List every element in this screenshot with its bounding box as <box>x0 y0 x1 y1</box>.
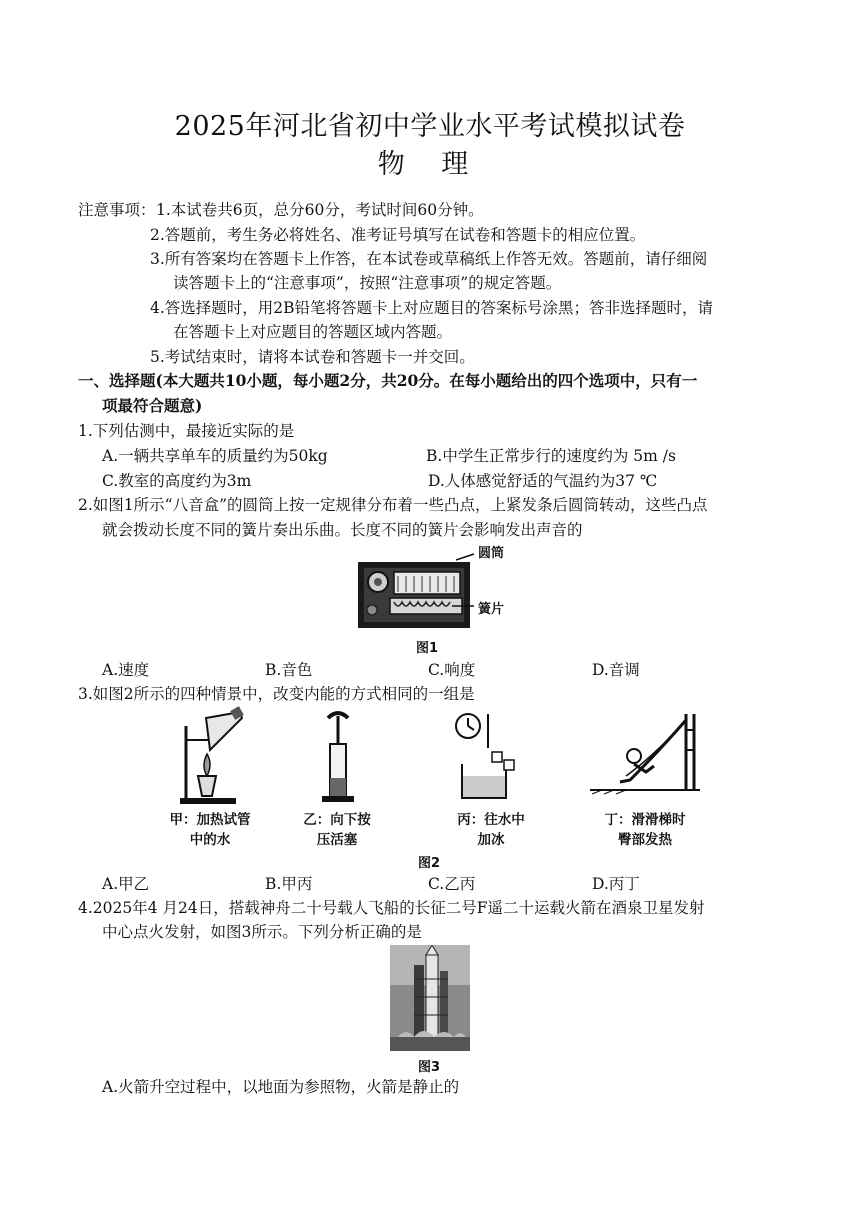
fig3-caption: 图3 <box>418 1060 441 1075</box>
fig2-label-bing-line1: 丙：往水中 <box>457 812 525 828</box>
q3-option-c: C.乙丙 <box>428 875 476 893</box>
fig2-label-ding-line1: 丁：滑滑梯时 <box>604 812 686 828</box>
q1-option-a: A.一辆共享单车的质量约为50kg <box>102 447 328 465</box>
fig1-label-reed: 簧片 <box>478 602 505 617</box>
fig2-label-ding <box>582 810 708 850</box>
q3-stem: 3.如图2所示的四种情景中，改变内能的方式相同的一组是 <box>78 685 475 703</box>
notice-item-3: 3.所有答案均在答题卡上作答，在本试卷或草稿纸上作答无效。答题前，请仔细阅 <box>150 250 708 268</box>
q4-stem-cont: 中心点火发射，如图3所示。下列分析正确的是 <box>102 923 422 941</box>
notice-item-5: 5.考试结束时，请将本试卷和答题卡一并交回。 <box>150 348 475 366</box>
q2-option-c: C.响度 <box>428 661 476 679</box>
fig1-caption: 图1 <box>416 641 439 656</box>
fig2-label-ding-line2: 臀部发热 <box>618 832 672 848</box>
fig2-label-yi-line2: 压活塞 <box>316 832 358 848</box>
q3-option-b: B.甲丙 <box>265 875 313 893</box>
fig1-label-drum: 圆筒 <box>478 546 505 561</box>
music-box-figure <box>356 552 476 632</box>
q2-option-d: D.音调 <box>592 661 640 679</box>
fig2-label-bing-line2: 加冰 <box>477 832 505 848</box>
notice-item-4: 4.答选择题时，用2B铅笔将答题卡上对应题目的答案标号涂黑；答非选择题时，请 <box>150 299 714 317</box>
exam-title: 2025年河北省初中学业水平考试模拟试卷 <box>174 111 686 142</box>
fig2-heating-tube <box>172 706 252 806</box>
fig2-ice-water <box>452 708 522 804</box>
q1-stem: 1.下列估测中，最接近实际的是 <box>78 422 295 440</box>
fig2-label-jia <box>150 810 270 850</box>
notice-item-4-cont: 在答题卡上对应题目的答题区域内答题。 <box>173 323 453 341</box>
q1-option-d: D.人体感觉舒适的气温约为37 ℃ <box>428 472 658 490</box>
notice-item-2: 2.答题前，考生务必将姓名、准考证号填写在试卷和答题卡的相应位置。 <box>150 226 646 244</box>
notice-label: 注意事项： <box>78 201 156 219</box>
q2-option-a: A.速度 <box>102 661 150 679</box>
fig2-slide <box>590 710 700 802</box>
rocket-launch-photo <box>390 945 470 1051</box>
fig2-label-yi <box>282 810 392 850</box>
subject-title: 物 理 <box>377 149 483 180</box>
q3-option-d: D.丙丁 <box>592 875 640 893</box>
fig2-label-yi-line1: 乙：向下按 <box>303 812 371 828</box>
fig2-label-jia-line2: 中的水 <box>189 832 231 848</box>
fig2-piston <box>318 708 358 804</box>
fig2-caption: 图2 <box>418 856 441 871</box>
q3-option-a: A.甲乙 <box>102 875 150 893</box>
q4-option-a: A.火箭升空过程中，以地面为参照物，火箭是静止的 <box>102 1078 460 1096</box>
notice-item-1: 1.本试卷共6页，总分60分，考试时间60分钟。 <box>156 201 484 219</box>
q2-stem: 2.如图1所示“八音盒”的圆筒上按一定规律分布着一些凸点，上紧发条后圆筒转动，这些凸点 <box>78 496 708 514</box>
section-heading-cont: 项最符合题意) <box>102 396 203 415</box>
fig2-label-jia-line1: 甲：加热试管 <box>169 812 251 828</box>
q4-stem: 4.2025年4 月24日，搭载神舟二十号载人飞船的长征二号F遥二十运载火箭在酒泉卫星发射 <box>78 899 705 917</box>
fig2-label-bing <box>436 810 546 850</box>
notice-item-3-cont: 读答题卡上的“注意事项”，按照“注意事项”的规定答题。 <box>173 274 562 292</box>
section-heading: 一、选择题(本大题共10小题，每小题2分，共20分。在每小题给出的四个选项中，只有一 <box>78 371 698 390</box>
q1-option-c: C.教室的高度约为3m <box>102 472 252 490</box>
q2-option-b: B.音色 <box>265 661 313 679</box>
q2-stem-cont: 就会拨动长度不同的簧片奏出乐曲。长度不同的簧片会影响发出声音的 <box>102 521 583 539</box>
q1-option-b: B.中学生正常步行的速度约为 5m /s <box>426 447 676 465</box>
